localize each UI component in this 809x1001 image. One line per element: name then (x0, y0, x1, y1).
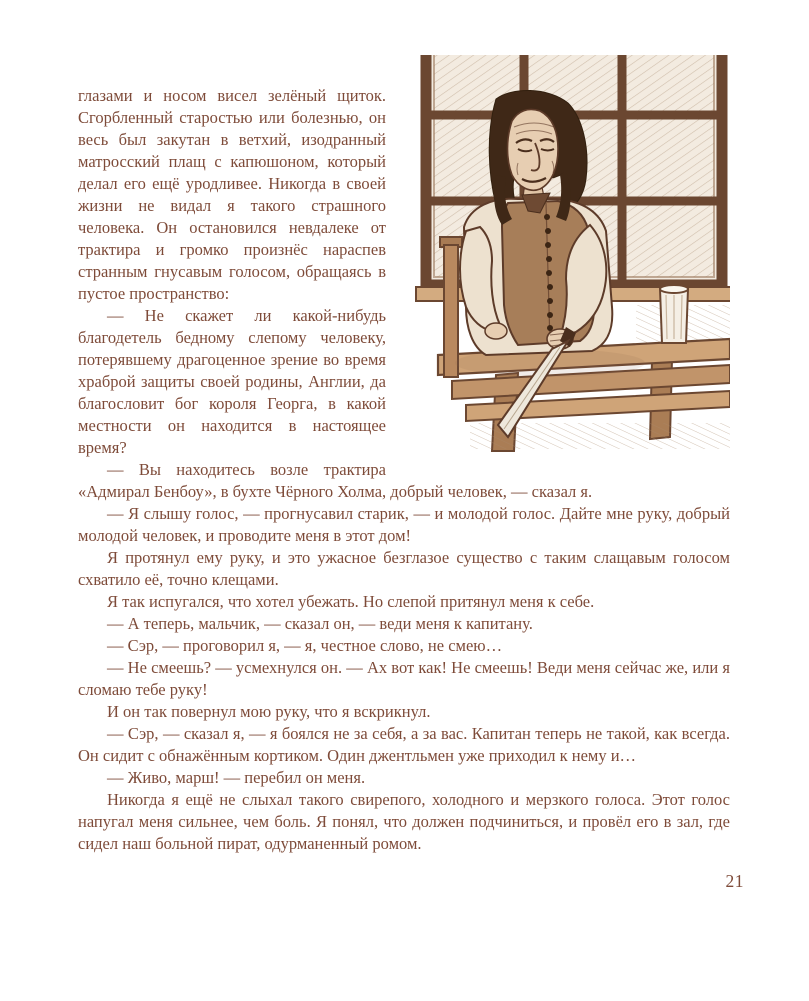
paragraph: И он так повернул мою руку, что я вскрикнул. (107, 702, 431, 721)
paragraph: глазами и носом висел зелёный щиток. Сгорбленный старостью или болезнью, он весь был закутан в ветхий, изодранный матросский плащ с капюшоном, который делал его ещё уродливее. Никогда в своей жизни не видал я такого страшного человека. Он остановился невдалеке от трактира и громко произнёс нараспев странным гнусавым голосом, обращаясь в пустое пространство: (78, 86, 386, 303)
glass (660, 285, 688, 343)
paragraph: — Я слышу голос, — прогнусавил старик, — и молодой голос. Дайте мне руку, добрый молодой человек, и проводите меня в этот дом! (78, 504, 730, 545)
page-number: 21 (725, 871, 744, 891)
paragraph: — Сэр, — проговорил я, — я, честное слово, не смею… (107, 636, 503, 655)
left-hand (485, 323, 507, 339)
paragraph: Никогда я ещё не слыхал такого свирепого, холодного и мерзкого голоса. Этот голос напугал меня сильнее, чем боль. Я понял, что должен подчиниться, и провёл его в зал, где сидел наш больной пират, одурманенный ромом. (78, 790, 730, 853)
paragraph: — Сэр, — сказал я, — я боялся не за себя, а за вас. Капитан теперь не такой, как всегда. Он сидит с обнажённым кортиком. Один джентльмен уже приходил к нему и… (78, 724, 730, 765)
paragraph: Я так испугался, что хотел убежать. Но слепой притянул меня к себе. (107, 592, 595, 611)
paragraph: — Вы находитесь возле трактира «Адмирал Бенбоу», в бухте Чёрного Холма, добрый человек, — сказал я. (78, 460, 593, 501)
text-block (78, 85, 730, 855)
paragraph: Я протянул ему руку, и это ужасное безглазое существо с таким слащавым голосом схватило её, точно клещами. (78, 548, 730, 589)
pew-illustration-svg (400, 55, 730, 455)
paragraph: — А теперь, мальчик, — сказал он, — веди меня к капитану. (107, 614, 533, 633)
book-illustration (400, 55, 730, 455)
paragraph: — Не смеешь? — усмехнулся он. — Ах вот как! Не смеешь! Веди меня сейчас же, или я сломаю тебе руку! (78, 658, 730, 699)
paragraph: — Живо, марш! — перебил он меня. (107, 768, 366, 787)
paragraph: — Не скажет ли какой-нибудь благодетель бедному слепому человеку, потерявшему драгоценное зрение во время храброй защиты своей родины, Англии, да благословит бог короля Георга, в какой местности он находится в настоящее время? (78, 306, 386, 457)
